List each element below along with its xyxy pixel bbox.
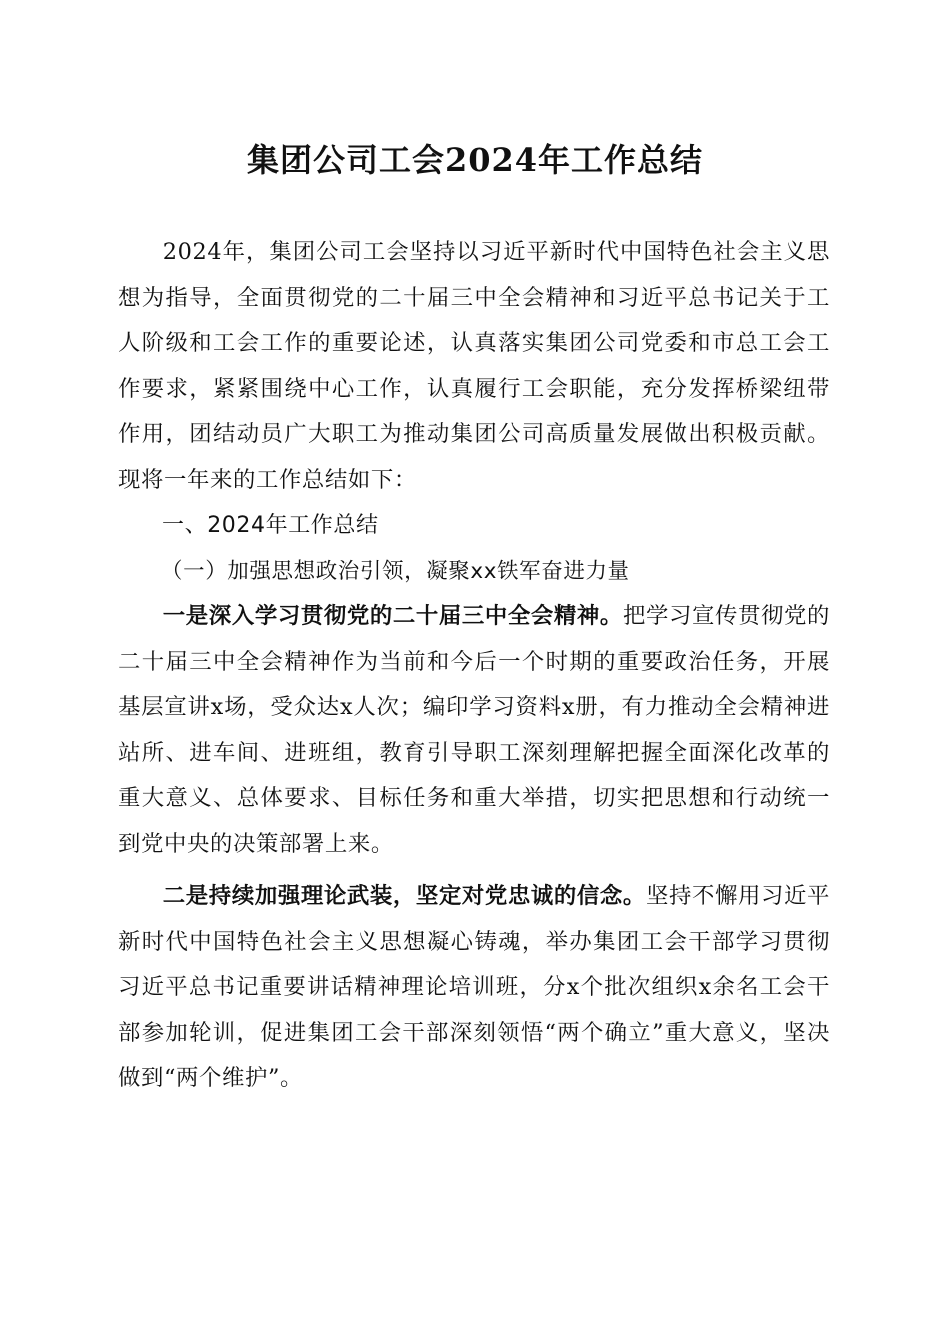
body-paragraph-1: [118, 594, 830, 867]
document-body: [118, 230, 830, 1102]
subsection-heading: （一）加强思想政治引领，凝聚xx铁军奋进力量: [161, 558, 630, 584]
paragraph-text: 把学习宣传贯彻党的二十届三中全会精神作为当前和今后一个时期的重要政治任务，开展基层宣讲x场，受众达x人次；编印学习资料x册，有力推动全会精神进站所、进车间、进班组，教育引导职工深刻理解把握全面深化改革的重大意义、总体要求、目标任务和重大举措，切实把思想和行动统一到党中央的决策部署上来。: [118, 603, 831, 857]
body-paragraph-2: [118, 874, 830, 1102]
paragraph-lead: 二是持续加强理论武装，坚定对党忠诚的信念。: [162, 883, 646, 909]
section-heading: 一、2024年工作总结: [162, 513, 379, 538]
intro-paragraph: 2024年，集团公司工会坚持以习近平新时代中国特色社会主义思想为指导，全面贯彻党的二十届三中全会精神和习近平总书记关于工人阶级和工会工作的重要论述，认真落实集团公司党委和市总工会工作要求，紧紧围绕中心工作，认真履行工会职能，充分发挥桥梁纽带作用，团结动员广大职工为推动集团公司高质量发展做出积极贡献。现将一年来的工作总结如下：: [118, 239, 830, 493]
document-title: 集团公司工会2024年工作总结: [246, 141, 704, 179]
paragraph-lead: 一是深入学习贯彻党的二十届三中全会精神。: [162, 603, 623, 629]
paragraph-text: 坚持不懈用习近平新时代中国特色社会主义思想凝心铸魂，举办集团工会干部学习贯彻习近平总书记重要讲话精神理论培训班，分x个批次组织x余名工会干部参加轮训，促进集团工会干部深刻领悟“两个确立”重大意义，坚决做到“两个维护”。: [118, 883, 830, 1091]
